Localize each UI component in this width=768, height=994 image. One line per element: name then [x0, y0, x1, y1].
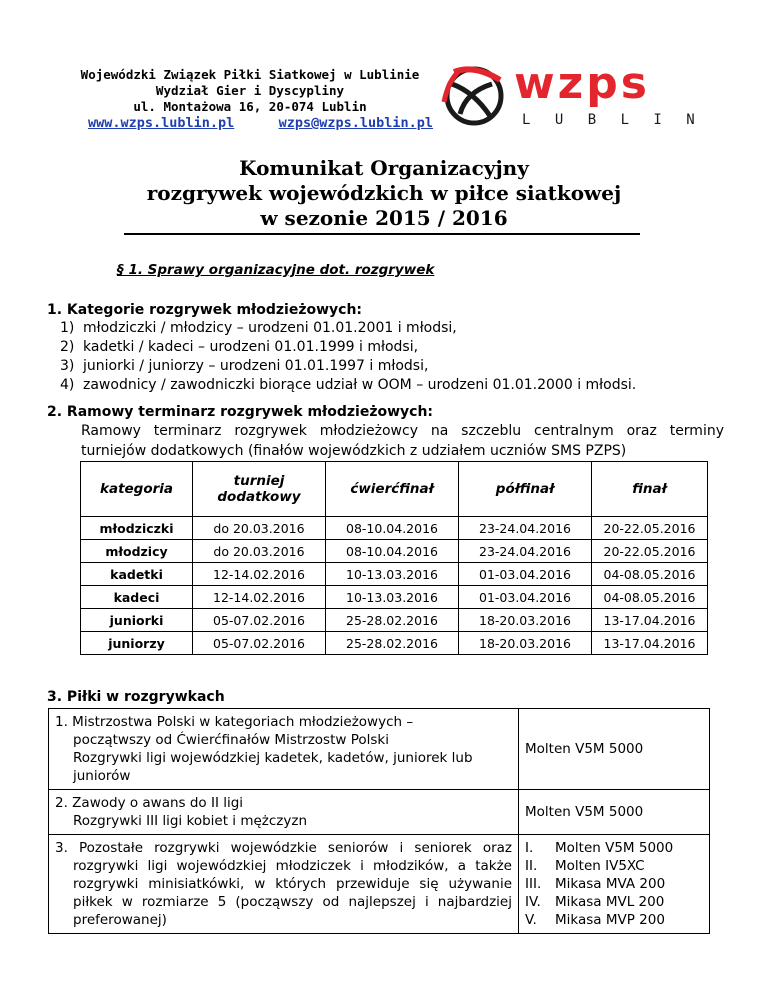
point1-heading: 1. Kategorie rozgrywek młodzieżowych: — [47, 302, 363, 318]
list-item: II. Molten IV5XC — [525, 858, 645, 874]
email-link[interactable]: wzps@wzps.lublin.pl — [278, 115, 434, 131]
list-item: 3) juniorki / juniorzy – urodzeni 01.01.1997 i młodsi, — [60, 358, 429, 374]
list-item: IV. Mikasa MVL 200 — [525, 894, 665, 910]
column-header: półfinał — [459, 462, 592, 517]
ball-rule-text: 2. Zawody o awans do II ligi — [55, 795, 244, 811]
document-title-line3: w sezonie 2015 / 2016 — [260, 206, 508, 230]
list-item: III. Mikasa MVA 200 — [525, 876, 666, 892]
list-item: 1) młodziczki / młodzicy – urodzeni 01.01.2001 i młodsi, — [60, 320, 457, 336]
document-title-line2: rozgrywek wojewódzkich w piłce siatkowej — [146, 181, 622, 205]
table-row: kadeci 12-14.02.2016 10-13.03.2016 01-03.04.2016 04-08.05.2016 — [81, 586, 708, 609]
table-row: młodziczki do 20.03.2016 08-10.04.2016 23-24.04.2016 20-22.05.2016 — [81, 517, 708, 540]
table-header-row — [81, 462, 708, 517]
section-heading: § 1. Sprawy organizacyjne dot. rozgrywek — [117, 262, 435, 278]
ball-preference-list — [519, 835, 710, 934]
list-item: 4) zawodnicy / zawodniczki biorące udział w OOM – urodzeni 01.01.2000 i młodsi. — [60, 377, 637, 393]
ball-rule-text: 3. Pozostałe rozgrywki wojewódzkie seniorów i seniorek oraz rozgrywki ligi wojewódzkiej młodziczek i młodzików, a także rozgrywki minisiatkówki, w których przewiduje się używanie piłkek w rozmiarze 5 (począwszy od najlepszej i najbardziej preferowanej) — [55, 840, 512, 928]
balls-table — [48, 708, 710, 934]
list-item: I. Molten V5M 5000 — [525, 840, 674, 856]
list-item: V. Mikasa MVP 200 — [525, 912, 665, 928]
ball-rule-text: Rozgrywki III ligi kobiet i mężczyzn — [73, 813, 308, 829]
table-row: młodzicy do 20.03.2016 08-10.04.2016 23-24.04.2016 20-22.05.2016 — [81, 540, 708, 563]
ball-rule-text: Rozgrywki ligi wojewódzkiej kadetek, kadetów, juniorek lub juniorów — [73, 750, 473, 784]
table-row: juniorki 05-07.02.2016 25-28.02.2016 18-20.03.2016 13-17.04.2016 — [81, 609, 708, 632]
point2-heading: 2. Ramowy terminarz rozgrywek młodzieżowych: — [47, 404, 434, 420]
logo-wordmark: wzps — [514, 58, 650, 109]
table-row — [49, 709, 710, 790]
table-row — [49, 835, 710, 934]
ball-rule-text: początwszy od Ćwierćfinałów Mistrzostw Polski — [73, 732, 389, 748]
point2-description: Ramowy terminarz rozgrywek młodzieżowcy na szczeblu centralnym oraz terminy turniejów dodatkowych (finałów wojewódzkich z udziałem uczniów SMS PZPS) — [81, 423, 724, 459]
website-link[interactable]: www.wzps.lublin.pl — [88, 115, 235, 131]
table-row: kadetki 12-14.02.2016 10-13.03.2016 01-03.04.2016 04-08.05.2016 — [81, 563, 708, 586]
document-title-line1: Komunikat Organizacyjny — [239, 156, 529, 180]
point3-heading: 3. Piłki w rozgrywkach — [47, 689, 225, 705]
table-row — [49, 790, 710, 835]
title-underline — [124, 233, 640, 235]
table-row: juniorzy 05-07.02.2016 25-28.02.2016 18-20.03.2016 13-17.04.2016 — [81, 632, 708, 655]
schedule-table — [80, 461, 708, 655]
list-item: 2) kadetki / kadeci – urodzeni 01.01.1999 i młodsi, — [60, 339, 419, 355]
org-name: Wojewódzki Związek Piłki Siatkowej w Lublinie — [80, 67, 420, 82]
column-header: turniej dodatkowy — [193, 462, 326, 517]
org-department: Wydział Gier i Dyscypliny — [155, 83, 345, 98]
org-address: ul. Montażowa 16, 20-074 Lublin — [133, 99, 367, 114]
column-header: ćwierćfinał — [326, 462, 459, 517]
ball-model: Molten V5M 5000 — [519, 790, 710, 835]
ball-model: Molten V5M 5000 — [519, 709, 710, 790]
column-header: kategoria — [81, 462, 193, 517]
ball-rule-text: 1. Mistrzostwa Polski w kategoriach młodzieżowych – — [55, 714, 414, 730]
column-header: finał — [592, 462, 708, 517]
logo-city: L U B L I N — [522, 112, 703, 128]
